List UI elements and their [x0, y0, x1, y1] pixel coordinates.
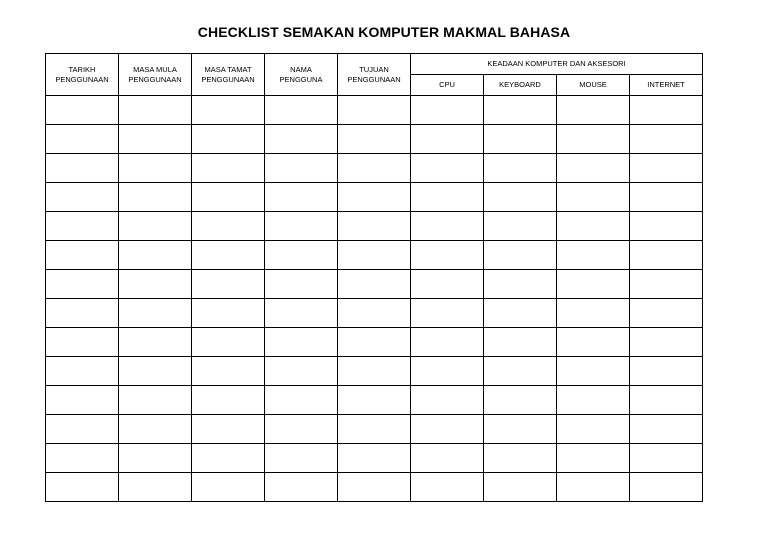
- table-cell[interactable]: [192, 328, 265, 357]
- column-header-masa-mula: [119, 54, 192, 96]
- table-cell[interactable]: [265, 473, 338, 502]
- table-cell[interactable]: [338, 96, 411, 125]
- table-cell[interactable]: [46, 357, 119, 386]
- table-cell[interactable]: [484, 154, 557, 183]
- table-cell[interactable]: [484, 386, 557, 415]
- table-cell[interactable]: [557, 415, 630, 444]
- table-cell[interactable]: [192, 270, 265, 299]
- table-cell[interactable]: [46, 386, 119, 415]
- table-cell[interactable]: [411, 357, 484, 386]
- table-cell[interactable]: [557, 212, 630, 241]
- table-cell[interactable]: [46, 299, 119, 328]
- table-cell[interactable]: [484, 328, 557, 357]
- table-cell[interactable]: [265, 125, 338, 154]
- table-cell[interactable]: [265, 212, 338, 241]
- table-row: [46, 415, 703, 444]
- table-row: [46, 270, 703, 299]
- table-cell[interactable]: [557, 386, 630, 415]
- table-cell[interactable]: [119, 125, 192, 154]
- table-cell[interactable]: [338, 270, 411, 299]
- table-row: [46, 96, 703, 125]
- table-cell[interactable]: [411, 125, 484, 154]
- table-cell[interactable]: [630, 386, 703, 415]
- table-cell[interactable]: [484, 415, 557, 444]
- table-cell[interactable]: [557, 357, 630, 386]
- table-row: [46, 154, 703, 183]
- column-header-keyboard: KEYBOARD: [484, 75, 557, 96]
- table-cell[interactable]: [411, 241, 484, 270]
- header-line: MASA MULA: [133, 64, 177, 74]
- table-cell[interactable]: [265, 386, 338, 415]
- header-line: PENGGUNAAN: [55, 74, 109, 84]
- table-cell[interactable]: [265, 415, 338, 444]
- table-cell[interactable]: [46, 212, 119, 241]
- table-cell[interactable]: [630, 357, 703, 386]
- table-cell[interactable]: [630, 299, 703, 328]
- table-cell[interactable]: [192, 212, 265, 241]
- table-cell[interactable]: [338, 125, 411, 154]
- table-cell[interactable]: [265, 270, 338, 299]
- table-cell[interactable]: [630, 183, 703, 212]
- table-cell[interactable]: [265, 183, 338, 212]
- table-row: [46, 212, 703, 241]
- header-line: NAMA: [290, 64, 312, 74]
- table-cell[interactable]: [119, 386, 192, 415]
- table-cell[interactable]: [630, 444, 703, 473]
- table-cell[interactable]: [192, 183, 265, 212]
- table-cell[interactable]: [338, 154, 411, 183]
- header-line: TUJUAN: [359, 64, 389, 74]
- table-cell[interactable]: [411, 299, 484, 328]
- header-line: MASA TAMAT: [204, 64, 252, 74]
- table-cell[interactable]: [484, 96, 557, 125]
- header-line: PENGGUNA: [279, 74, 323, 84]
- table-cell[interactable]: [557, 473, 630, 502]
- table-cell[interactable]: [119, 212, 192, 241]
- table-cell[interactable]: [484, 444, 557, 473]
- table-row: [46, 444, 703, 473]
- column-header-cpu: CPU: [411, 75, 484, 96]
- table-row: [46, 328, 703, 357]
- table-cell[interactable]: [411, 270, 484, 299]
- column-header-tarikh-penggunaan: [46, 54, 119, 96]
- table-cell[interactable]: [338, 299, 411, 328]
- table-cell[interactable]: [411, 183, 484, 212]
- header-line: PENGGUNAAN: [128, 74, 182, 84]
- table-cell[interactable]: [265, 357, 338, 386]
- table-cell[interactable]: [192, 444, 265, 473]
- table-cell[interactable]: [484, 357, 557, 386]
- table-cell[interactable]: [484, 183, 557, 212]
- group-header-keadaan-komputer: KEADAAN KOMPUTER DAN AKSESORI: [411, 54, 703, 75]
- table-cell[interactable]: [192, 154, 265, 183]
- table-cell[interactable]: [119, 299, 192, 328]
- table-cell[interactable]: [630, 473, 703, 502]
- table-cell[interactable]: [265, 241, 338, 270]
- table-cell[interactable]: [557, 270, 630, 299]
- table-cell[interactable]: [338, 415, 411, 444]
- table-body: [46, 96, 703, 502]
- table-row: [46, 299, 703, 328]
- table-cell[interactable]: [119, 473, 192, 502]
- column-header-internet: INTERNET: [630, 75, 703, 96]
- table-cell[interactable]: [119, 96, 192, 125]
- header-line: PENGGUNAAN: [347, 74, 401, 84]
- table-row: [46, 386, 703, 415]
- table-cell[interactable]: [484, 473, 557, 502]
- table-cell[interactable]: [46, 154, 119, 183]
- table-cell[interactable]: [192, 386, 265, 415]
- table-cell[interactable]: [557, 328, 630, 357]
- table-cell[interactable]: [46, 473, 119, 502]
- table-cell[interactable]: [630, 125, 703, 154]
- table-cell[interactable]: [484, 299, 557, 328]
- page-title: CHECKLIST SEMAKAN KOMPUTER MAKMAL BAHASA: [197, 24, 571, 40]
- table-cell[interactable]: [46, 444, 119, 473]
- table-cell[interactable]: [338, 328, 411, 357]
- table-cell[interactable]: [119, 357, 192, 386]
- table-row: [46, 357, 703, 386]
- table-cell[interactable]: [411, 415, 484, 444]
- table-cell[interactable]: [192, 415, 265, 444]
- table-cell[interactable]: [46, 96, 119, 125]
- column-header-mouse: MOUSE: [557, 75, 630, 96]
- table-row: [46, 183, 703, 212]
- table-cell[interactable]: [192, 473, 265, 502]
- table-cell[interactable]: [557, 96, 630, 125]
- checklist-table: [45, 53, 703, 502]
- table-cell[interactable]: [484, 241, 557, 270]
- table-cell[interactable]: [265, 154, 338, 183]
- table-cell[interactable]: [338, 444, 411, 473]
- table-cell[interactable]: [630, 96, 703, 125]
- table-cell[interactable]: [338, 357, 411, 386]
- table-cell[interactable]: [630, 154, 703, 183]
- table-cell[interactable]: [338, 183, 411, 212]
- table-cell[interactable]: [192, 96, 265, 125]
- column-header-nama-pengguna: [265, 54, 338, 96]
- table-cell[interactable]: [192, 241, 265, 270]
- table-cell[interactable]: [411, 154, 484, 183]
- table-cell[interactable]: [119, 270, 192, 299]
- table-cell[interactable]: [46, 241, 119, 270]
- table-cell[interactable]: [119, 183, 192, 212]
- table-cell[interactable]: [46, 415, 119, 444]
- table-cell[interactable]: [46, 125, 119, 154]
- table-cell[interactable]: [557, 444, 630, 473]
- table-cell[interactable]: [484, 212, 557, 241]
- table-cell[interactable]: [557, 183, 630, 212]
- table-cell[interactable]: [630, 241, 703, 270]
- table-cell[interactable]: [192, 357, 265, 386]
- table-cell[interactable]: [46, 183, 119, 212]
- table-cell[interactable]: [484, 270, 557, 299]
- table-cell[interactable]: [192, 125, 265, 154]
- table-cell[interactable]: [630, 328, 703, 357]
- header-line: TARIKH: [68, 64, 96, 74]
- table-cell[interactable]: [630, 212, 703, 241]
- table-cell[interactable]: [411, 212, 484, 241]
- table-cell[interactable]: [411, 473, 484, 502]
- table-cell[interactable]: [119, 241, 192, 270]
- table-row: [46, 241, 703, 270]
- table-cell[interactable]: [338, 473, 411, 502]
- table-cell[interactable]: [630, 415, 703, 444]
- table-cell[interactable]: [265, 96, 338, 125]
- table-cell[interactable]: [265, 328, 338, 357]
- table-cell[interactable]: [192, 299, 265, 328]
- table-cell[interactable]: [119, 154, 192, 183]
- table-cell[interactable]: [411, 96, 484, 125]
- column-header-tujuan-penggunaan: [338, 54, 411, 96]
- table-cell[interactable]: [338, 241, 411, 270]
- table-cell[interactable]: [557, 125, 630, 154]
- table-cell[interactable]: [265, 299, 338, 328]
- table-cell[interactable]: [265, 444, 338, 473]
- table-cell[interactable]: [411, 386, 484, 415]
- table-cell[interactable]: [119, 328, 192, 357]
- table-cell[interactable]: [119, 415, 192, 444]
- table-cell[interactable]: [411, 444, 484, 473]
- table-cell[interactable]: [557, 154, 630, 183]
- table-cell[interactable]: [119, 444, 192, 473]
- table-row: [46, 473, 703, 502]
- table-cell[interactable]: [46, 328, 119, 357]
- table-cell[interactable]: [338, 212, 411, 241]
- table-cell[interactable]: [46, 270, 119, 299]
- column-header-masa-tamat: [192, 54, 265, 96]
- header-line: PENGGUNAAN: [201, 74, 255, 84]
- table-cell[interactable]: [557, 299, 630, 328]
- table-cell[interactable]: [484, 125, 557, 154]
- table-cell[interactable]: [338, 386, 411, 415]
- table-cell[interactable]: [411, 328, 484, 357]
- table-cell[interactable]: [630, 270, 703, 299]
- table-cell[interactable]: [557, 241, 630, 270]
- table-row: [46, 125, 703, 154]
